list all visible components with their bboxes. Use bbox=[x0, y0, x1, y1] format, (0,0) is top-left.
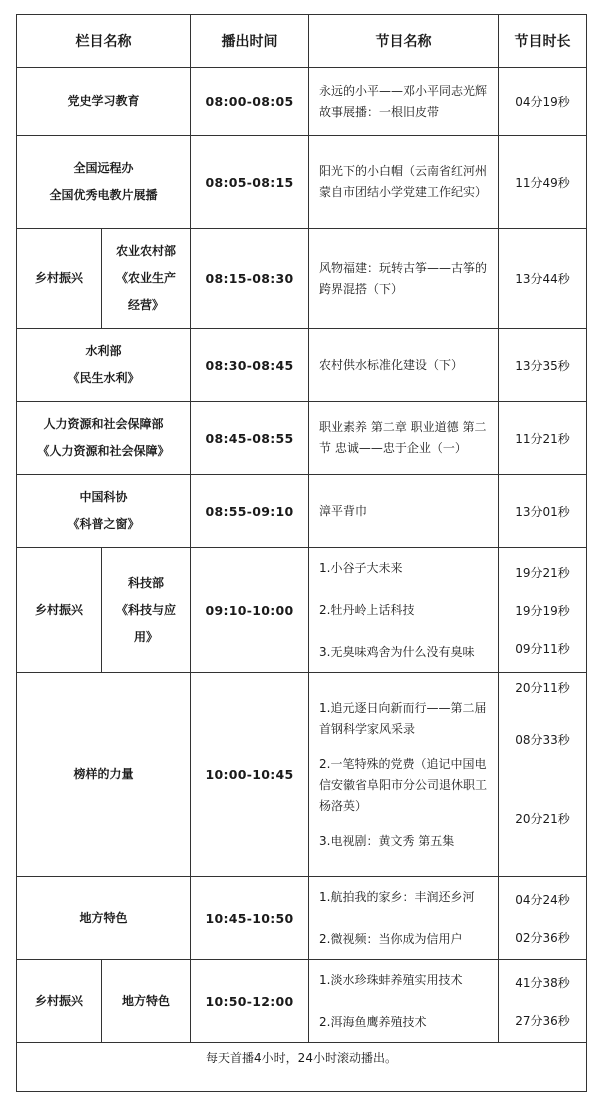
column-label: 农业农村部 bbox=[115, 244, 176, 258]
column-label: 全国优秀电教片展播 bbox=[49, 188, 158, 202]
table-row bbox=[17, 960, 587, 1043]
duration-value: 13分01秒 bbox=[515, 504, 570, 519]
column-label: 全国远程办 bbox=[73, 161, 134, 175]
table-row bbox=[17, 673, 587, 877]
time-cell: 10:45-10:50 bbox=[191, 877, 309, 960]
duration-cell bbox=[499, 673, 587, 877]
duration-cell bbox=[499, 402, 587, 475]
duration-value: 11分21秒 bbox=[515, 431, 570, 446]
program-item: 阳光下的小白帽（云南省红河州蒙自市团结小学党建工作纪实） bbox=[319, 164, 488, 199]
program-item: 2.一笔特殊的党费（追记中国电信安徽省阜阳市分公司退休职工杨洛英） bbox=[319, 756, 488, 813]
column-cell bbox=[17, 475, 191, 548]
column-label: 地方特色 bbox=[79, 910, 128, 925]
program-item: 1.航拍我的家乡：丰润还乡河 bbox=[319, 889, 475, 904]
table-row bbox=[17, 877, 587, 960]
group-cell: 乡村振兴 bbox=[17, 229, 102, 329]
column-label: 《民生水利》 bbox=[67, 371, 140, 385]
header-program-name: 节目名称 bbox=[309, 15, 499, 68]
table-row bbox=[17, 329, 587, 402]
program-cell bbox=[309, 136, 499, 229]
duration-value: 27分36秒 bbox=[515, 1013, 570, 1028]
program-item: 1.追元逐日向新而行——第二届首钢科学家风采录 bbox=[319, 700, 487, 736]
column-cell bbox=[17, 329, 191, 402]
duration-value: 13分35秒 bbox=[515, 358, 570, 373]
duration-value: 13分44秒 bbox=[515, 272, 570, 286]
program-item: 2.牡丹岭上话科技 bbox=[319, 602, 415, 617]
duration-value: 04分19秒 bbox=[515, 95, 570, 109]
column-cell bbox=[17, 877, 191, 960]
duration-value: 41分38秒 bbox=[515, 975, 570, 990]
column-cell bbox=[17, 402, 191, 475]
time-cell: 09:10-10:00 bbox=[191, 548, 309, 673]
duration-value: 19分21秒 bbox=[515, 565, 570, 580]
program-cell bbox=[309, 475, 499, 548]
table-row bbox=[17, 68, 587, 136]
duration-cell bbox=[499, 68, 587, 136]
column-label: 《科普之窗》 bbox=[67, 517, 140, 531]
program-item: 1.小谷子大未来 bbox=[319, 560, 403, 575]
header-column-name: 栏目名称 bbox=[17, 15, 191, 68]
table-row bbox=[17, 136, 587, 229]
program-cell bbox=[309, 673, 499, 877]
header-row bbox=[17, 15, 587, 68]
footer-note: 每天首播4小时，24小时滚动播出。 bbox=[17, 1043, 587, 1092]
time-cell: 08:15-08:30 bbox=[191, 229, 309, 329]
time-cell: 08:00-08:05 bbox=[191, 68, 309, 136]
column-label: 榜样的力量 bbox=[73, 767, 134, 781]
table-row bbox=[17, 229, 587, 329]
duration-value: 11分49秒 bbox=[515, 175, 570, 190]
column-label: 中国科协 bbox=[79, 490, 128, 504]
duration-value: 02分36秒 bbox=[515, 930, 570, 945]
column-cell bbox=[102, 960, 191, 1043]
column-label: 地方特色 bbox=[121, 993, 170, 1008]
header-air-time: 播出时间 bbox=[191, 15, 309, 68]
time-cell: 10:50-12:00 bbox=[191, 960, 309, 1043]
duration-cell bbox=[499, 877, 587, 960]
program-cell bbox=[309, 68, 499, 136]
column-cell bbox=[17, 673, 191, 877]
program-item: 风物福建：玩转古筝——古筝的跨界混搭（下） bbox=[319, 260, 488, 296]
column-cell bbox=[102, 229, 191, 329]
table-row bbox=[17, 548, 587, 673]
schedule-table bbox=[16, 14, 587, 1092]
group-cell: 乡村振兴 bbox=[17, 960, 102, 1043]
column-label: 科技部 bbox=[127, 575, 164, 590]
program-cell bbox=[309, 229, 499, 329]
duration-value: 04分24秒 bbox=[515, 892, 570, 907]
duration-value: 19分19秒 bbox=[515, 603, 570, 618]
program-cell bbox=[309, 329, 499, 402]
program-cell bbox=[309, 877, 499, 960]
duration-value: 09分11秒 bbox=[515, 641, 570, 656]
program-cell bbox=[309, 960, 499, 1043]
program-cell bbox=[309, 402, 499, 475]
column-cell bbox=[102, 548, 191, 673]
column-label: 《人力资源和社会保障》 bbox=[37, 444, 170, 458]
program-item: 2.洱海鱼鹰养殖技术 bbox=[319, 1014, 427, 1029]
program-item: 3.电视剧：黄文秀 第五集 bbox=[319, 833, 455, 848]
time-cell: 08:30-08:45 bbox=[191, 329, 309, 402]
column-label: 人力资源和社会保障部 bbox=[43, 417, 164, 431]
program-item: 3.无臭味鸡舍为什么没有臭味 bbox=[319, 644, 475, 659]
column-label: 《农业生产 bbox=[115, 271, 176, 285]
time-cell: 08:05-08:15 bbox=[191, 136, 309, 229]
column-cell bbox=[17, 136, 191, 229]
program-item: 农村供水标准化建设（下） bbox=[319, 357, 464, 372]
column-label: 用》 bbox=[133, 629, 158, 644]
column-label: 水利部 bbox=[85, 344, 122, 358]
program-item: 2.微视频：当你成为信用户 bbox=[319, 931, 463, 946]
program-cell bbox=[309, 548, 499, 673]
program-item: 漳平背巾 bbox=[319, 503, 368, 518]
program-item: 职业素养 第二章 职业道德 第二节 忠诚——忠于企业（一） bbox=[319, 420, 487, 455]
duration-cell bbox=[499, 548, 587, 673]
program-item: 永远的小平——邓小平同志光辉故事展播：一根旧皮带 bbox=[319, 83, 488, 119]
duration-cell bbox=[499, 329, 587, 402]
duration-value: 20分21秒 bbox=[515, 812, 570, 826]
column-cell bbox=[17, 68, 191, 136]
table-row bbox=[17, 402, 587, 475]
program-item: 1.淡水珍珠蚌养殖实用技术 bbox=[319, 972, 463, 987]
duration-value: 08分33秒 bbox=[515, 733, 570, 747]
group-cell: 乡村振兴 bbox=[17, 548, 102, 673]
time-cell: 08:55-09:10 bbox=[191, 475, 309, 548]
column-label: 经营》 bbox=[127, 298, 164, 312]
footer-row bbox=[17, 1043, 587, 1092]
column-label: 《科技与应 bbox=[115, 602, 176, 617]
duration-cell bbox=[499, 136, 587, 229]
duration-value: 20分11秒 bbox=[515, 681, 570, 695]
duration-cell bbox=[499, 229, 587, 329]
table-row bbox=[17, 475, 587, 548]
duration-cell bbox=[499, 960, 587, 1043]
time-cell: 10:00-10:45 bbox=[191, 673, 309, 877]
header-duration: 节目时长 bbox=[499, 15, 587, 68]
time-cell: 08:45-08:55 bbox=[191, 402, 309, 475]
duration-cell bbox=[499, 475, 587, 548]
column-label: 党史学习教育 bbox=[67, 94, 140, 108]
